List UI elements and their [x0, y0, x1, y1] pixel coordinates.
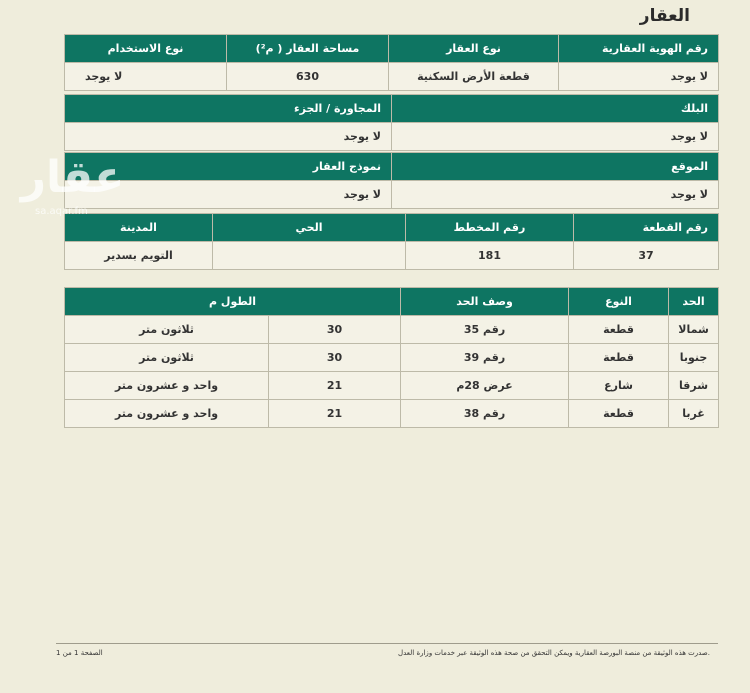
header-city: المدينة — [65, 214, 213, 242]
boundary-length: 30 — [269, 316, 401, 344]
header-property-model: نموذج العقار — [65, 153, 392, 181]
value-property-type: قطعة الأرض السكنية — [389, 63, 559, 91]
block-table — [64, 94, 719, 151]
boundary-length: 21 — [269, 372, 401, 400]
boundary-length-text: ثلاثون متر — [65, 344, 269, 372]
boundary-type: قطعة — [569, 344, 669, 372]
header-plot-number: رقم القطعة — [574, 214, 719, 242]
header-district: الحي — [213, 214, 406, 242]
boundary-type: قطعة — [569, 316, 669, 344]
value-plot-number: 37 — [574, 242, 719, 270]
boundary-side: شرقا — [669, 372, 719, 400]
value-neighborhood-part: لا يوجد — [65, 123, 392, 151]
value-location: لا يوجد — [392, 181, 719, 209]
boundary-description: عرض 28م — [401, 372, 569, 400]
table-row — [65, 372, 719, 400]
header-length: الطول م — [65, 288, 401, 316]
value-property-model: لا يوجد — [65, 181, 392, 209]
watermark-url: sa.aqar.fm — [35, 206, 88, 217]
header-scheme-number: رقم المخطط — [406, 214, 574, 242]
boundary-length: 21 — [269, 400, 401, 428]
header-usage-type: نوع الاستخدام — [65, 35, 227, 63]
boundary-length: 30 — [269, 344, 401, 372]
boundaries-table — [64, 287, 719, 428]
boundary-length-text: واحد و عشرون متر — [65, 372, 269, 400]
value-property-id: لا يوجد — [559, 63, 719, 91]
watermark-logo: عقار — [20, 152, 125, 203]
boundary-type: قطعة — [569, 400, 669, 428]
header-description: وصف الحد — [401, 288, 569, 316]
boundary-description: رقم 35 — [401, 316, 569, 344]
page-title: العقار — [639, 6, 690, 26]
header-type: النوع — [569, 288, 669, 316]
table-row — [65, 344, 719, 372]
property-table — [64, 34, 719, 91]
header-block: البلك — [392, 95, 719, 123]
table-row — [65, 400, 719, 428]
boundary-side: جنوبا — [669, 344, 719, 372]
header-property-id: رقم الهوية العقارية — [559, 35, 719, 63]
boundary-length-text: ثلاثون متر — [65, 316, 269, 344]
page-number: الصفحة 1 من 1 — [56, 649, 103, 657]
footer-note: صدرت هذه الوثيقة من منصة البورصة العقارية ويمكن التحقق من صحة هذه الوثيقة عبر خدمات وزارة العدل. — [398, 649, 710, 657]
value-property-area: 630 — [227, 63, 389, 91]
boundary-description: رقم 39 — [401, 344, 569, 372]
header-property-type: نوع العقار — [389, 35, 559, 63]
header-side: الحد — [669, 288, 719, 316]
value-usage-type: لا يوجد — [65, 63, 227, 91]
value-city: التويم بسدير — [65, 242, 213, 270]
table-row — [65, 316, 719, 344]
header-property-area: مساحة العقار ( م²) — [227, 35, 389, 63]
footer-divider — [56, 643, 718, 644]
value-block: لا يوجد — [392, 123, 719, 151]
boundary-side: غربا — [669, 400, 719, 428]
boundary-side: شمالا — [669, 316, 719, 344]
boundary-type: شارع — [569, 372, 669, 400]
plot-table — [64, 213, 719, 270]
location-table — [64, 152, 719, 209]
value-district — [213, 242, 406, 270]
boundary-description: رقم 38 — [401, 400, 569, 428]
header-neighborhood-part: المجاورة / الجزء — [65, 95, 392, 123]
value-scheme-number: 181 — [406, 242, 574, 270]
boundary-length-text: واحد و عشرون متر — [65, 400, 269, 428]
header-location: الموقع — [392, 153, 719, 181]
